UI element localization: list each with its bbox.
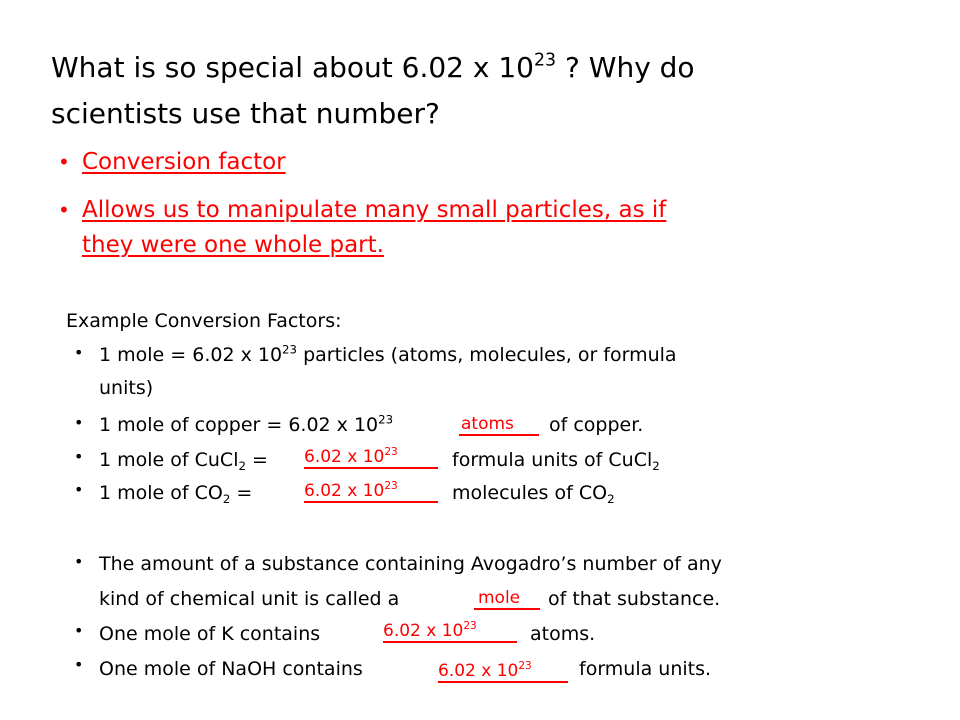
answer-blank-naoh	[438, 661, 568, 683]
answer-manipulate-line1: Allows us to manipulate many small particles, as if	[82, 197, 667, 223]
text: 1 mole = 6.02 x 10	[99, 344, 283, 366]
text: molecules of CO	[452, 482, 608, 504]
text: 1 mole of copper = 6.02 x 10	[99, 414, 379, 436]
example-co2-end	[452, 482, 615, 507]
subscript: 2	[607, 492, 615, 507]
title-text-1: What is so special about 6.02 x 10	[51, 51, 534, 84]
blank-text: 6.02 x 10	[304, 447, 385, 467]
answer-blank-mole	[474, 588, 540, 610]
answer-blank-co2	[304, 481, 438, 503]
answer-manipulate-line2: they were one whole part.	[82, 232, 384, 258]
bullet-dot: •	[74, 655, 84, 674]
blank-exponent: 23	[384, 480, 398, 493]
bullet-dot: •	[74, 621, 84, 640]
blank-text: 6.02 x 10	[438, 661, 519, 681]
subscript: 2	[222, 492, 231, 507]
bullet-dot: •	[58, 198, 70, 222]
exponent: 23	[282, 342, 298, 357]
example-mole-particles-line2: units)	[99, 377, 154, 399]
fact-avogadro-line2a: kind of chemical unit is called a	[99, 588, 400, 610]
text: formula units of CuCl	[452, 449, 653, 471]
bullet-dot: •	[74, 480, 84, 499]
blank-text: mole	[478, 588, 521, 608]
answer-blank-cucl2	[304, 447, 438, 469]
examples-heading: Example Conversion Factors:	[66, 310, 342, 332]
blank-text: 6.02 x 10	[304, 481, 385, 501]
bullet-dot: •	[74, 447, 84, 466]
answer-blank-atoms	[459, 414, 539, 436]
example-copper-end: of copper.	[549, 414, 644, 436]
bullet-dot: •	[74, 343, 84, 362]
fact-naoh: One mole of NaOH contains	[99, 658, 363, 680]
blank-exponent: 23	[463, 620, 477, 633]
fact-potassium-end: atoms.	[530, 623, 596, 645]
slide-title-line2	[51, 94, 440, 134]
example-co2	[99, 482, 253, 507]
slide-title	[51, 48, 695, 88]
blank-text: atoms	[461, 414, 514, 434]
title-text-2: ? Why do	[556, 51, 695, 84]
text: =	[245, 449, 268, 471]
fact-avogadro-line1: The amount of a substance containing Avogadro’s number of any	[99, 553, 722, 575]
title-exponent: 23	[534, 50, 557, 71]
blank-exponent: 23	[384, 446, 398, 459]
bullet-dot: •	[74, 413, 84, 432]
bullet-dot: •	[74, 552, 84, 571]
text: particles (atoms, molecules, or formula	[297, 344, 677, 366]
text: =	[230, 482, 253, 504]
subscript: 2	[652, 459, 660, 474]
fact-potassium: One mole of K contains	[99, 623, 321, 645]
subscript: 2	[238, 459, 246, 474]
blank-exponent: 23	[518, 660, 532, 673]
answer-blank-potassium	[383, 621, 517, 643]
exponent: 23	[378, 412, 394, 427]
fact-naoh-end: formula units.	[579, 658, 712, 680]
fact-avogadro-line2b: of that substance.	[548, 588, 721, 610]
answer-conversion-factor: Conversion factor	[82, 149, 286, 175]
example-cucl2-end	[452, 449, 660, 474]
blank-text: 6.02 x 10	[383, 621, 464, 641]
example-copper	[99, 414, 393, 436]
text: 1 mole of CO	[99, 482, 223, 504]
example-cucl2	[99, 449, 268, 474]
text: 1 mole of CuCl	[99, 449, 239, 471]
title-text-3: scientists use that number?	[51, 97, 440, 130]
example-mole-particles	[99, 344, 677, 366]
bullet-dot: •	[58, 150, 70, 174]
